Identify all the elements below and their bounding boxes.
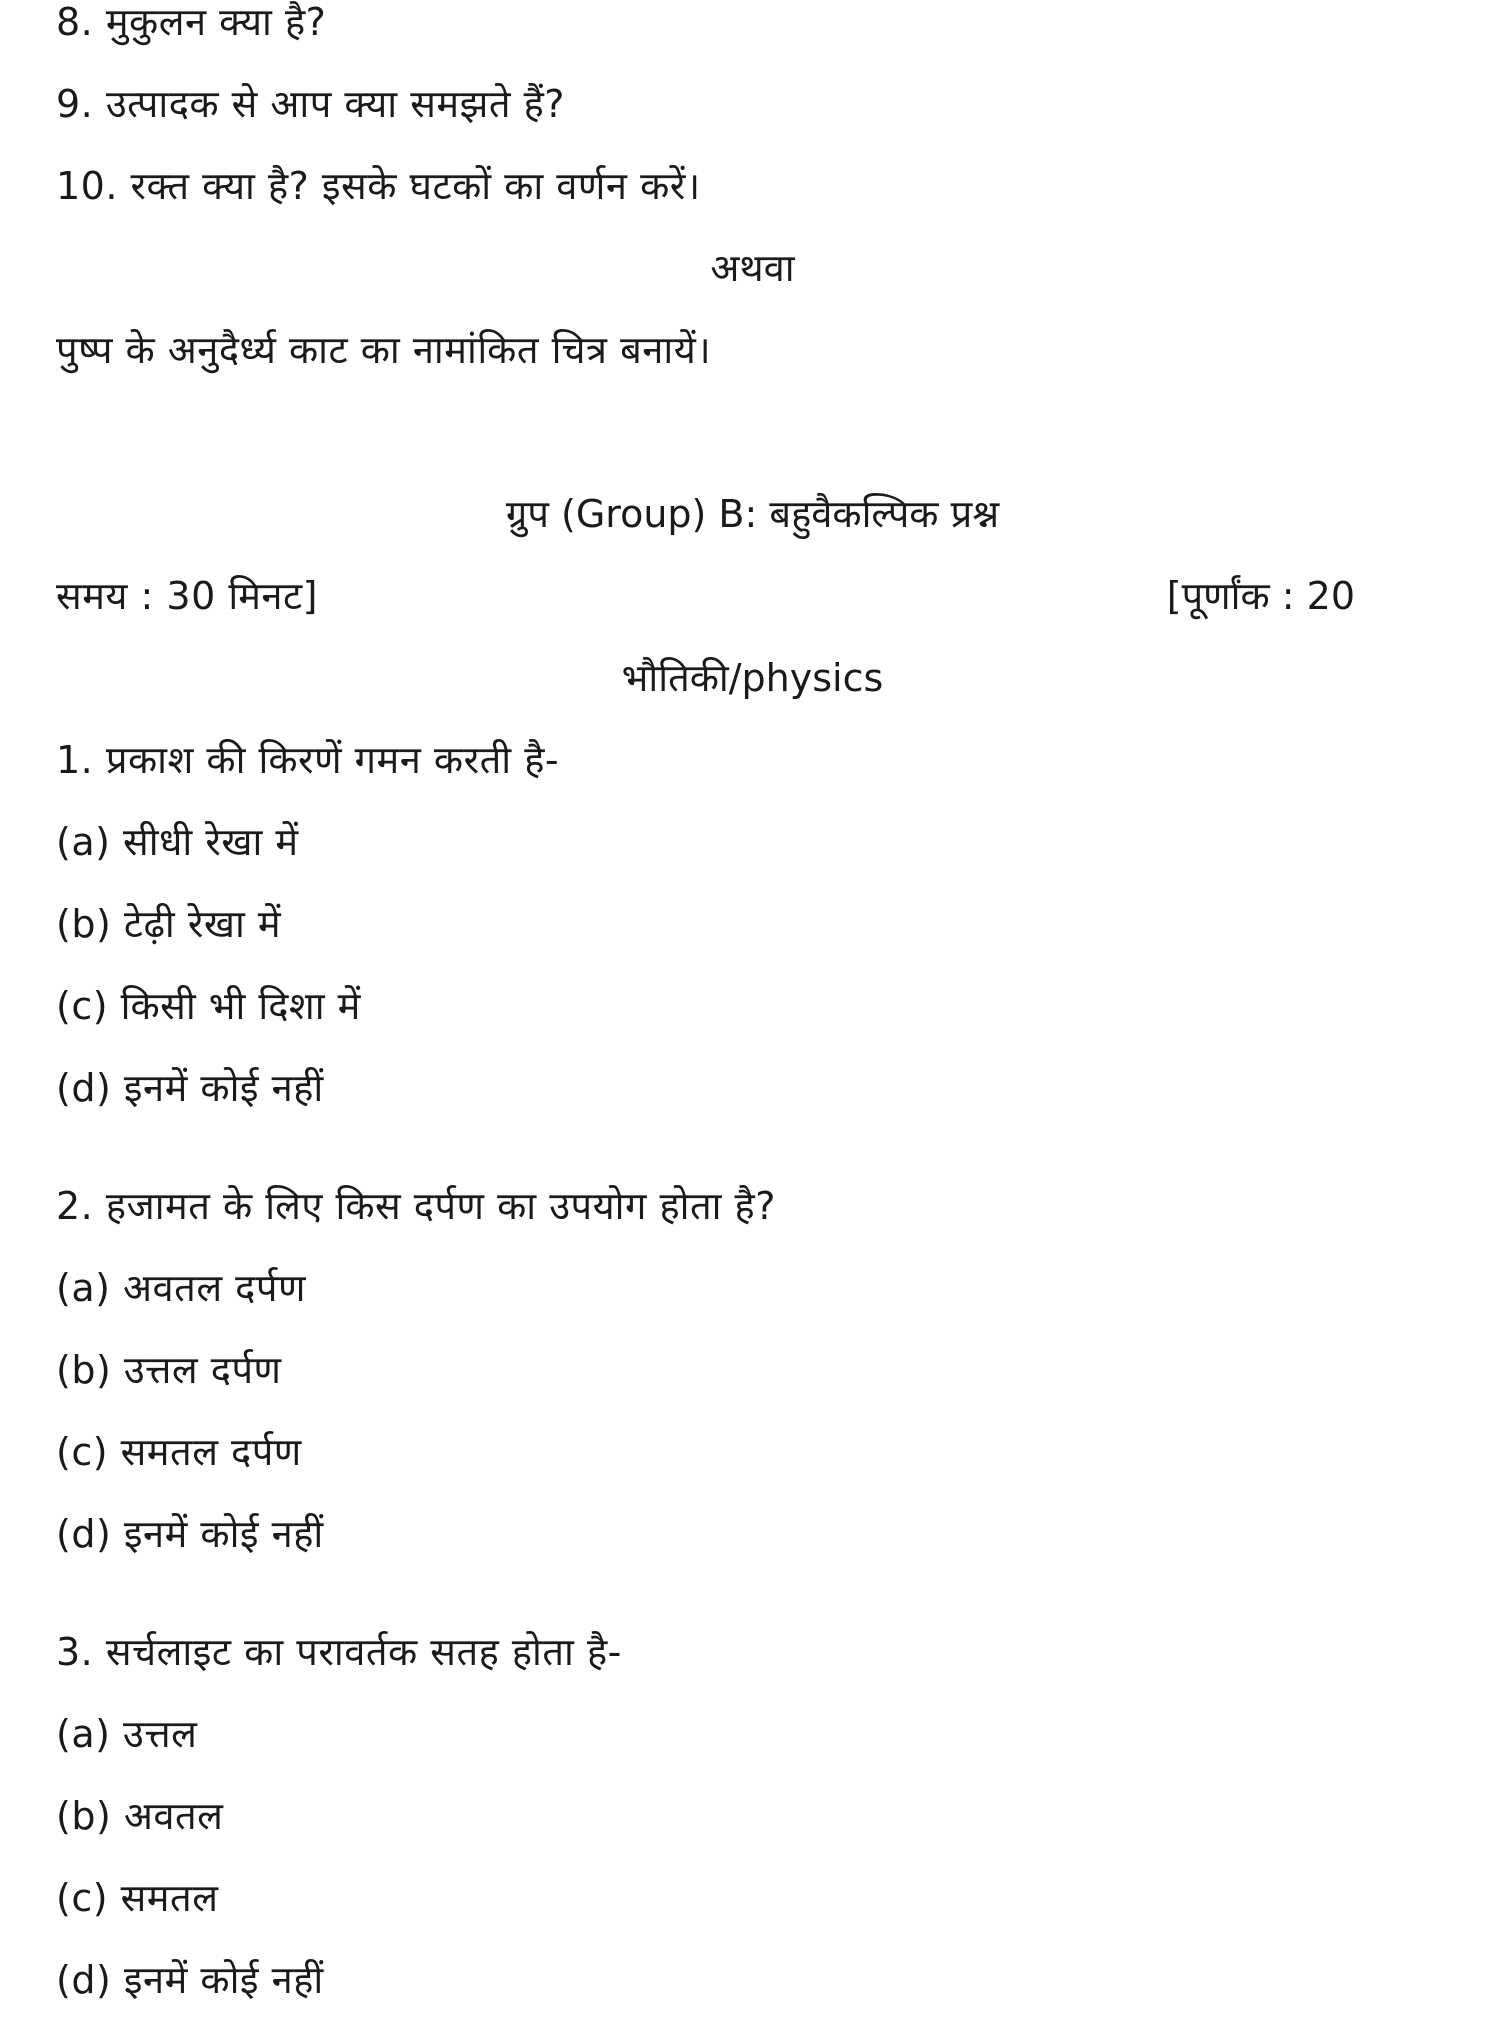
group-b-heading: ग्रुप (Group) B: बहुवैकल्पिक प्रश्न [505, 492, 1000, 536]
question-8: 8. मुकुलन क्या है? [56, 0, 327, 44]
question-10: 10. रक्त क्या है? इसके घटकों का वर्णन करें। [56, 164, 701, 208]
time-label: समय : 30 मिनट] [56, 574, 318, 618]
question-10-alternative: पुष्प के अनुदैर्ध्य काट का नामांकित चित्र बनायें। [56, 328, 712, 372]
question-9: 9. उत्पादक से आप क्या समझते हैं? [56, 82, 565, 126]
mcq-3-question: 3. सर्चलाइट का परावर्तक सतह होता है- [56, 1630, 622, 1674]
subject-title: भौतिकी/physics [621, 656, 884, 700]
mcq-3-option-c: (c) समतल [56, 1876, 219, 1920]
mcq-2-option-c: (c) समतल दर्पण [56, 1430, 302, 1474]
mcq-2-question: 2. हजामत के लिए किस दर्पण का उपयोग होता है? [56, 1184, 776, 1228]
mcq-1-option-a: (a) सीधी रेखा में [56, 820, 299, 864]
mcq-1-question: 1. प्रकाश की किरणें गमन करती है- [56, 738, 560, 782]
mcq-1-option-c: (c) किसी भी दिशा में [56, 984, 361, 1028]
full-marks-label: [पूर्णांक : 20 [1166, 574, 1355, 618]
mcq-3-option-b: (b) अवतल [56, 1794, 224, 1838]
mcq-3-option-d: (d) इनमें कोई नहीं [56, 1958, 324, 2002]
mcq-2-option-a: (a) अवतल दर्पण [56, 1266, 306, 1310]
mcq-3-option-a: (a) उत्तल [56, 1712, 198, 1756]
mcq-1-option-d: (d) इनमें कोई नहीं [56, 1066, 324, 1110]
mcq-2-option-b: (b) उत्तल दर्पण [56, 1348, 282, 1392]
mcq-2-option-d: (d) इनमें कोई नहीं [56, 1512, 324, 1556]
mcq-1-option-b: (b) टेढ़ी रेखा में [56, 902, 282, 946]
or-label: अथवा [710, 246, 795, 290]
